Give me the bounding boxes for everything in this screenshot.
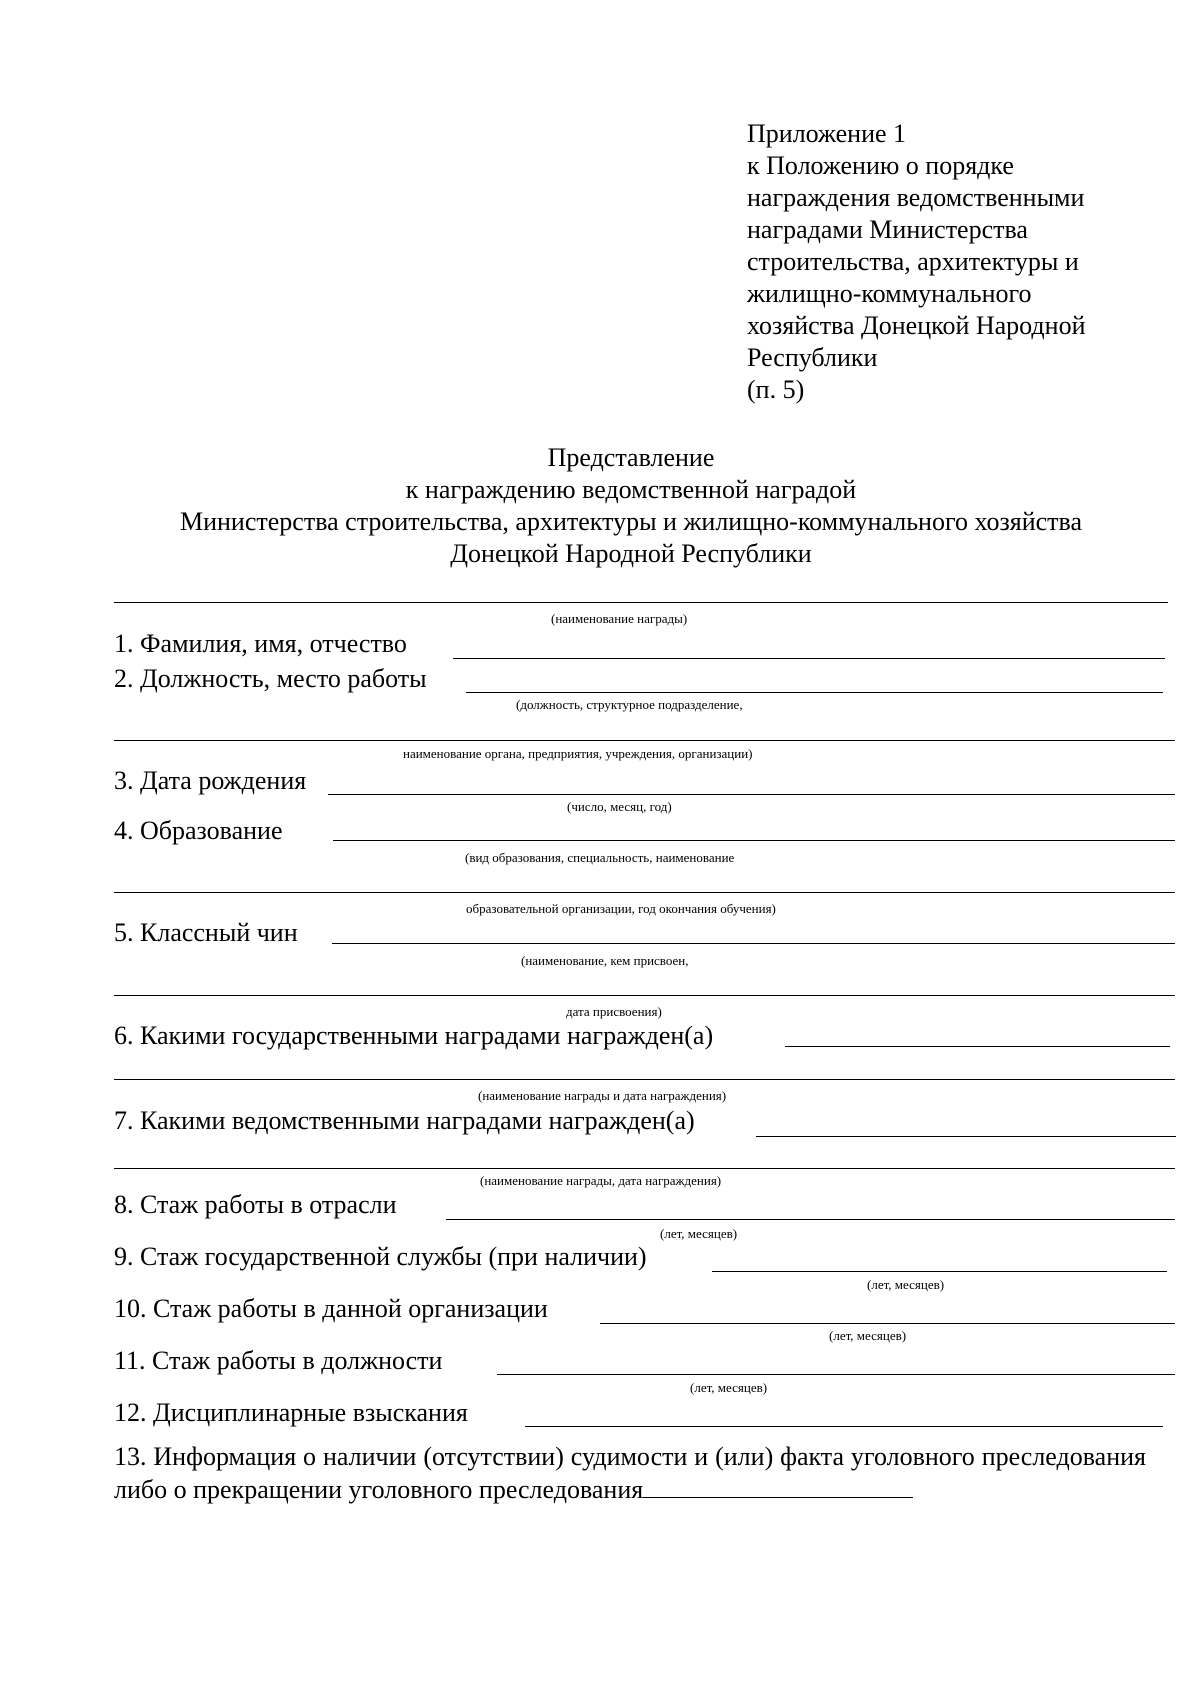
award-name-field[interactable] bbox=[114, 602, 1168, 603]
item-6-label: 6. Какими государственными наградами награжден(а) bbox=[114, 1021, 714, 1050]
item-9-label: 9. Стаж государственной службы (при наличии) bbox=[114, 1242, 647, 1271]
item-7-hint: (наименование награды, дата награждения) bbox=[480, 1173, 722, 1188]
item-1-label: 1. Фамилия, имя, отчество bbox=[114, 629, 407, 658]
item-9-hint: (лет, месяцев) bbox=[867, 1277, 945, 1292]
appendix-line: (п. 5) bbox=[747, 375, 805, 404]
class-rank-date-field[interactable] bbox=[114, 995, 1175, 996]
item-2-label: 2. Должность, место работы bbox=[114, 664, 427, 693]
item-10-label: 10. Стаж работы в данной организации bbox=[114, 1294, 548, 1323]
full-name-field[interactable] bbox=[453, 658, 1165, 659]
appendix-block bbox=[747, 118, 1085, 406]
appendix-line: наградами Министерства bbox=[747, 215, 1028, 244]
item-5-hint-2: дата присвоения) bbox=[566, 1004, 662, 1019]
title-line: Министерства строительства, архитектуры и жилищно-коммунального хозяйства bbox=[179, 507, 1083, 536]
criminal-record-field[interactable] bbox=[643, 1473, 913, 1498]
item-13 bbox=[114, 1441, 1146, 1506]
item-12-label: 12. Дисциплинарные взыскания bbox=[114, 1398, 468, 1427]
item-13-label: 13. Информация о наличии (отсутствии) судимости и (или) факта уголовного преследования либо о прекращении уголовного преследования bbox=[114, 1442, 1146, 1504]
item-6-hint: (наименование награды и дата награждения) bbox=[478, 1088, 727, 1103]
org-experience-field[interactable] bbox=[600, 1323, 1175, 1324]
title-line: Донецкой Народной Республики bbox=[450, 539, 812, 568]
disciplinary-field[interactable] bbox=[525, 1426, 1163, 1427]
item-4-hint-2: образовательной организации, год окончания обучения) bbox=[466, 901, 776, 916]
item-3-label: 3. Дата рождения bbox=[114, 766, 307, 795]
item-5-hint-1: (наименование, кем присвоен, bbox=[521, 953, 689, 968]
item-2-hint-1: (должность, структурное подразделение, bbox=[516, 697, 743, 712]
appendix-line: Республики bbox=[747, 343, 878, 372]
title-line: к награждению ведомственной наградой bbox=[405, 475, 857, 504]
appendix-line: строительства, архитектуры и bbox=[747, 247, 1079, 276]
state-awards-field-2[interactable] bbox=[114, 1079, 1175, 1080]
title-line: Представление bbox=[547, 443, 715, 472]
item-8-label: 8. Стаж работы в отрасли bbox=[114, 1190, 397, 1219]
item-2-hint-2: наименование органа, предприятия, учреждения, организации) bbox=[403, 746, 753, 761]
item-3-hint: (число, месяц, год) bbox=[567, 799, 672, 814]
education-org-field[interactable] bbox=[114, 892, 1175, 893]
education-field[interactable] bbox=[333, 840, 1175, 841]
item-5-label: 5. Классный чин bbox=[114, 918, 298, 947]
state-awards-field[interactable] bbox=[785, 1046, 1170, 1047]
item-11-label: 11. Стаж работы в должности bbox=[114, 1346, 443, 1375]
item-10-hint: (лет, месяцев) bbox=[829, 1328, 907, 1343]
dept-awards-field-2[interactable] bbox=[114, 1168, 1175, 1169]
item-4-label: 4. Образование bbox=[114, 816, 283, 845]
item-8-hint: (лет, месяцев) bbox=[660, 1226, 738, 1241]
appendix-line: Приложение 1 bbox=[747, 119, 907, 148]
position-field[interactable] bbox=[466, 692, 1163, 693]
workplace-field[interactable] bbox=[114, 740, 1175, 741]
dept-awards-field[interactable] bbox=[756, 1136, 1176, 1137]
appendix-line: жилищно-коммунального bbox=[747, 279, 1032, 308]
item-11-hint: (лет, месяцев) bbox=[690, 1380, 768, 1395]
birth-date-field[interactable] bbox=[328, 794, 1175, 795]
appendix-line: награждения ведомственными bbox=[747, 183, 1085, 212]
appendix-line: хозяйства Донецкой Народной bbox=[747, 311, 1086, 340]
class-rank-field[interactable] bbox=[332, 943, 1175, 944]
award-name-caption: (наименование награды) bbox=[551, 611, 688, 626]
item-7-label: 7. Какими ведомственными наградами награжден(а) bbox=[114, 1106, 695, 1135]
civil-service-field[interactable] bbox=[712, 1271, 1167, 1272]
item-4-hint-1: (вид образования, специальность, наименование bbox=[465, 850, 735, 865]
position-experience-field[interactable] bbox=[497, 1374, 1175, 1375]
appendix-line: к Положению о порядке bbox=[747, 151, 1014, 180]
document-title bbox=[0, 442, 1200, 570]
industry-experience-field[interactable] bbox=[446, 1219, 1175, 1220]
